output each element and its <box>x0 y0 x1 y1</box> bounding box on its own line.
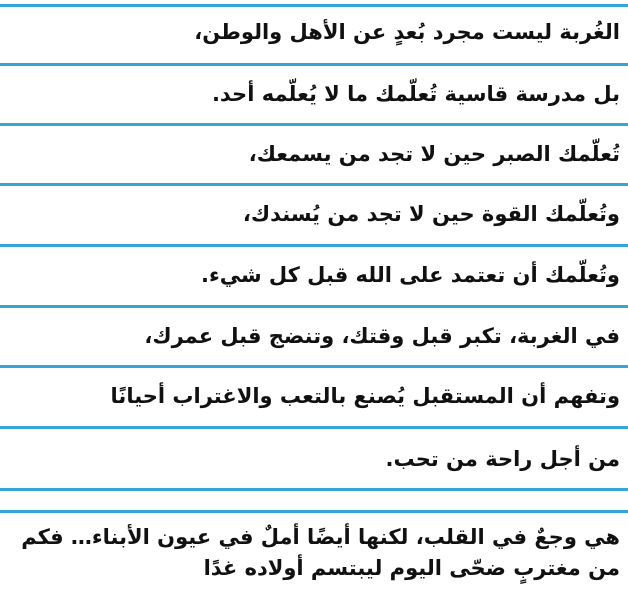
ruled-line <box>0 305 628 308</box>
text-line-5: وتُعلّمك أن تعتمد على الله قبل كل شيء. <box>200 263 620 287</box>
ruled-line <box>0 4 628 7</box>
ruled-line <box>0 244 628 247</box>
ruled-line <box>0 510 628 513</box>
text-line-6: في الغربة، تكبر قبل وقتك، وتنضج قبل عمرك، <box>144 324 620 348</box>
text-line-2: بل مدرسة قاسية تُعلّمك ما لا يُعلّمه أحد. <box>211 82 620 106</box>
text-line-4: وتُعلّمك القوة حين لا تجد من يُسندك، <box>242 202 620 226</box>
text-line-7: وتفهم أن المستقبل يُصنع بالتعب والاغتراب أحيانًا <box>110 384 620 408</box>
ruled-line <box>0 183 628 186</box>
text-paragraph-final: هي وجعٌ في القلب، لكنها أيضًا أملٌ في عيون الأبناء… فكم من مغتربٍ ضحّى اليوم ليبتسم أولاده غدًا <box>21 525 620 580</box>
text-line-8: من أجل راحة من تحب. <box>385 447 620 471</box>
ruled-line <box>0 365 628 368</box>
ruled-line <box>0 426 628 429</box>
ruled-line <box>0 488 628 491</box>
ruled-line <box>0 63 628 66</box>
ruled-line <box>0 123 628 126</box>
text-line-1: الغُربة ليست مجرد بُعدٍ عن الأهل والوطن، <box>194 20 620 44</box>
text-line-3: تُعلّمك الصبر حين لا تجد من يسمعك، <box>248 142 620 166</box>
